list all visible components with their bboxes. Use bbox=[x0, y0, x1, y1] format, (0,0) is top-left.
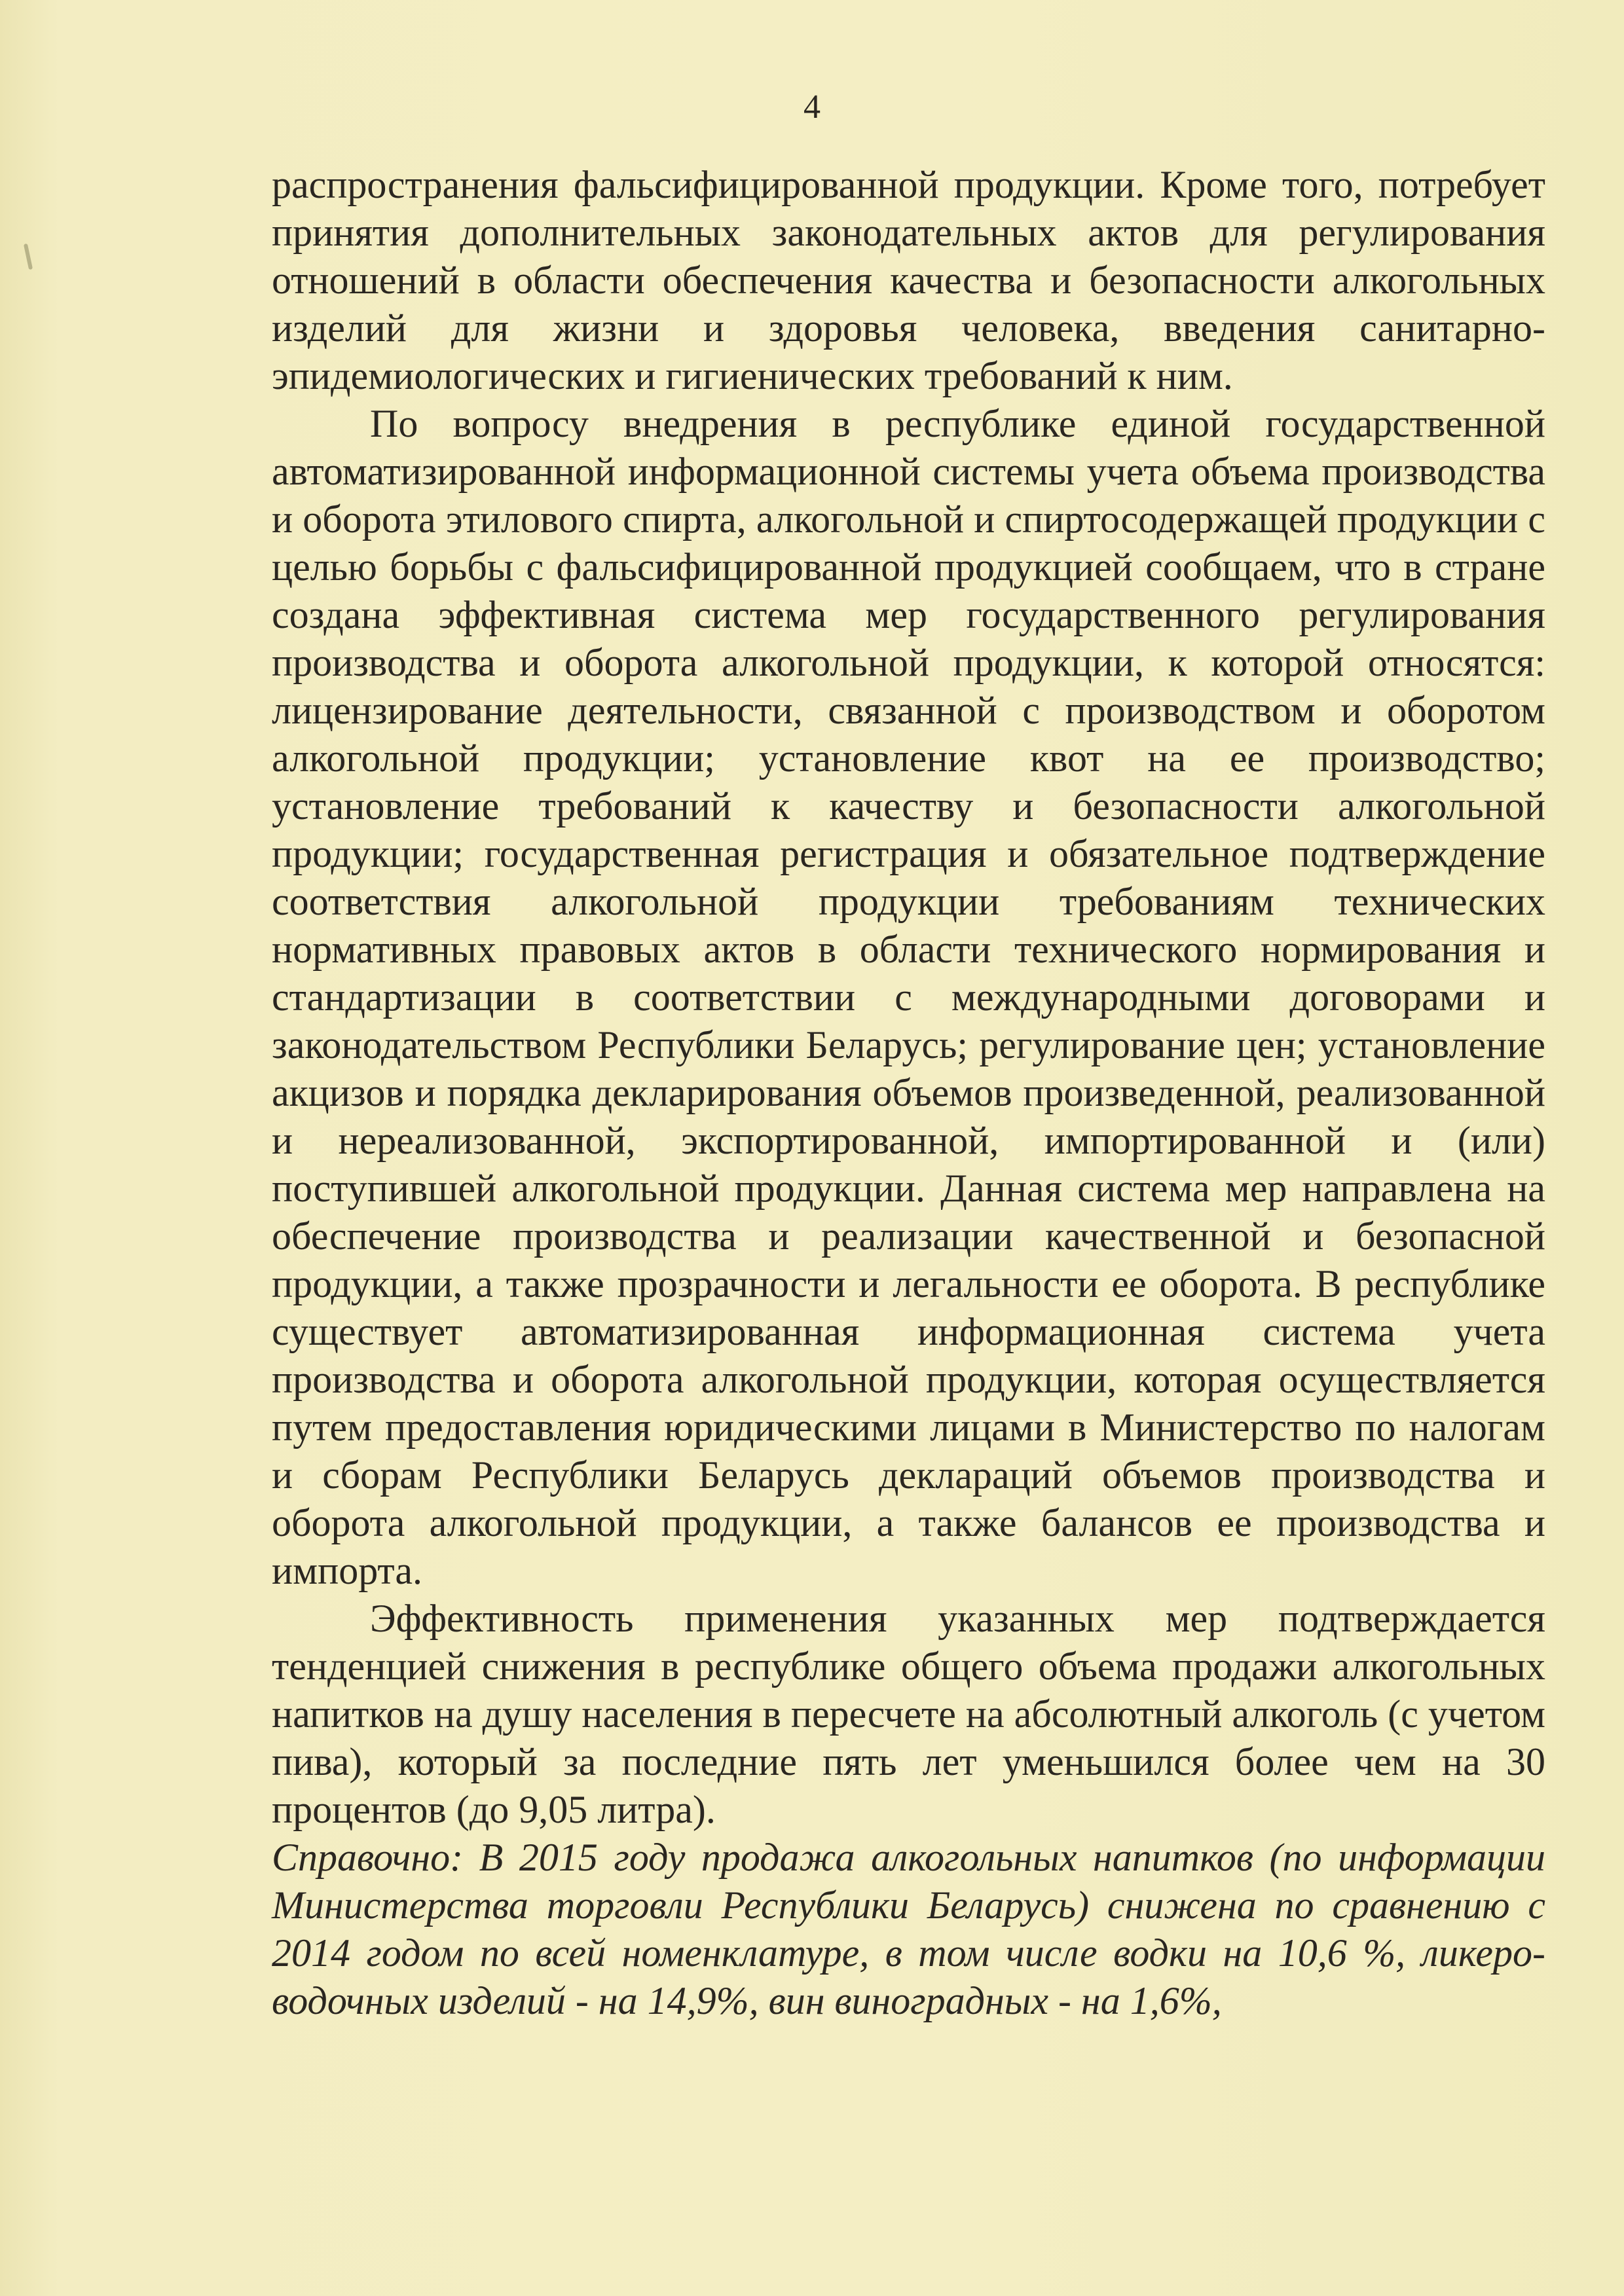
paragraph-3: Эффективность применения указанных мер подтверждается тенденцией снижения в республике общего объема продажи алкогольных напитков на душу населения в пересчете на абсолютный алкоголь (с учетом пива), который за последние пять лет уменьшился более чем на 30 процентов (до 9,05 литра). bbox=[272, 1597, 1545, 1831]
paragraph-1: распространения фальсифицированной продукции. Кроме того, потребует принятия дополнительных законодательных актов для регулирования отношений в области обеспечения качества и безопасности алкогольных изделий для жизни и здоровья человека, введения санитарно-эпидемиологических и гигиенических требований к ним. bbox=[272, 163, 1545, 397]
reference-note: Справочно: В 2015 году продажа алкогольных напитков (по информации Министерства торговли Республики Беларусь) снижена по сравнению с 2014 годом по всей номенклатуре, в том числе водки на 10,6 %, ликеро-водочных изделий - на 14,9%, вин виноградных - на 1,6%, bbox=[272, 1836, 1545, 2022]
paragraph-2: По вопросу внедрения в республике единой государственной автоматизированной информационной системы учета объема производства и оборота этилового спирта, алкогольной и спиртосодержащей продукции с целью борьбы с фальсифицированной продукцией сообщаем, что в стране создана эффективная система мер государственного регулирования производства и оборота алкогольной продукции, к которой относятся: лицензирование деятельности, связанной с производством и оборотом алкогольной продукции; установление квот на ее производство; установление требований к качеству и безопасности алкогольной продукции; государственная регистрация и обязательное подтверждение соответствия алкогольной продукции требованиям технических нормативных правовых актов в области технического нормирования и стандартизации в соответствии с международными договорами и законодательством Республики Беларусь; регулирование цен; установление акцизов и порядка декларирования объемов произведенной, реализованной и нереализованной, экспортированной, импортированной и (или) поступившей алкогольной продукции. Данная система мер направлена на обеспечение производства и реализации качественной и безопасной продукции, а также прозрачности и легальности ее оборота. В республике существует автоматизированная информационная система учета производства и оборота алкогольной продукции, которая осуществляется путем предоставления юридическими лицами в Министерство по налогам и сборам Республики Беларусь деклараций объемов производства и оборота алкогольной продукции, а также балансов ее производства и импорта. bbox=[272, 402, 1545, 1592]
page-number: 4 bbox=[803, 88, 821, 126]
document-body bbox=[272, 161, 1545, 2025]
paper-fold-mark bbox=[24, 244, 33, 270]
